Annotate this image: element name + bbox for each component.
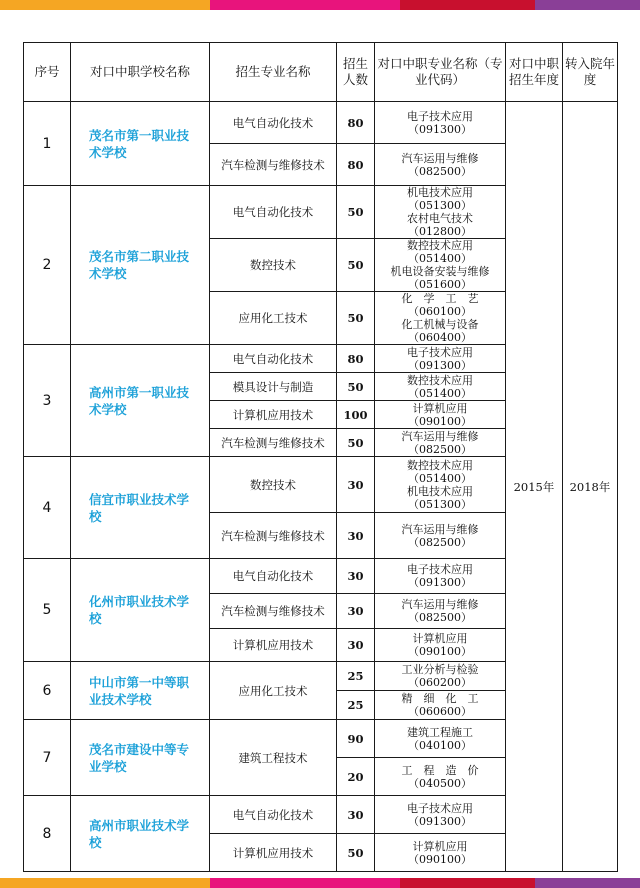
sec-major: 汽车运用与维修 （082500） bbox=[375, 594, 506, 629]
row-index: 1 bbox=[24, 102, 71, 186]
row-index: 2 bbox=[24, 186, 71, 345]
major-name: 应用化工技术 bbox=[210, 292, 337, 345]
enroll-count: 50 bbox=[337, 834, 375, 872]
sec-year: 2015年 bbox=[506, 102, 563, 872]
school-name: 信宜市职业技术学校 bbox=[71, 457, 210, 559]
major-name: 应用化工技术 bbox=[210, 662, 337, 720]
sec-major: 精 细 化 工 （060600） bbox=[375, 691, 506, 720]
enroll-count: 80 bbox=[337, 144, 375, 186]
major-name: 电气自动化技术 bbox=[210, 102, 337, 144]
row-index: 4 bbox=[24, 457, 71, 559]
row-index: 8 bbox=[24, 796, 71, 872]
major-name: 建筑工程技术 bbox=[210, 720, 337, 796]
enroll-count: 20 bbox=[337, 758, 375, 796]
enroll-count: 80 bbox=[337, 345, 375, 373]
sec-major: 计算机应用 （090100） bbox=[375, 834, 506, 872]
school-name: 茂名市第一职业技术学校 bbox=[71, 102, 210, 186]
school-name: 茂名市建设中等专业学校 bbox=[71, 720, 210, 796]
sec-major: 计算机应用 （090100） bbox=[375, 401, 506, 429]
header-sec-year: 对口中职招生年度 bbox=[506, 43, 563, 102]
table-row bbox=[24, 102, 618, 144]
major-name: 数控技术 bbox=[210, 239, 337, 292]
table-header-row bbox=[24, 43, 618, 102]
enroll-count: 90 bbox=[337, 720, 375, 758]
sec-major: 汽车运用与维修 （082500） bbox=[375, 429, 506, 457]
enroll-count: 30 bbox=[337, 796, 375, 834]
major-name: 模具设计与制造 bbox=[210, 373, 337, 401]
sec-major: 工业分析与检验 （060200） bbox=[375, 662, 506, 691]
row-index: 6 bbox=[24, 662, 71, 720]
stripe-segment-orange bbox=[0, 0, 210, 10]
enroll-count: 30 bbox=[337, 559, 375, 594]
major-name: 电气自动化技术 bbox=[210, 186, 337, 239]
sec-major: 工 程 造 价 （040500） bbox=[375, 758, 506, 796]
sec-major: 数控技术应用 （051400） 机电设备安装与维修 （051600） bbox=[375, 239, 506, 292]
major-name: 电气自动化技术 bbox=[210, 559, 337, 594]
header-enroll: 招生人数 bbox=[337, 43, 375, 102]
sec-major: 建筑工程施工 （040100） bbox=[375, 720, 506, 758]
school-name: 化州市职业技术学校 bbox=[71, 559, 210, 662]
major-name: 电气自动化技术 bbox=[210, 345, 337, 373]
major-name: 计算机应用技术 bbox=[210, 401, 337, 429]
major-name: 电气自动化技术 bbox=[210, 796, 337, 834]
major-name: 数控技术 bbox=[210, 457, 337, 513]
enroll-count: 80 bbox=[337, 102, 375, 144]
bottom-color-stripe bbox=[0, 878, 640, 888]
stripe-segment-purple bbox=[535, 0, 640, 10]
major-name: 汽车检测与维修技术 bbox=[210, 429, 337, 457]
major-name: 计算机应用技术 bbox=[210, 629, 337, 662]
enroll-count: 50 bbox=[337, 373, 375, 401]
enroll-count: 25 bbox=[337, 662, 375, 691]
sec-major: 汽车运用与维修 （082500） bbox=[375, 513, 506, 559]
header-sec-major: 对口中职专业名称（专业代码） bbox=[375, 43, 506, 102]
stripe-segment-purple bbox=[535, 878, 640, 888]
row-index: 7 bbox=[24, 720, 71, 796]
row-index: 3 bbox=[24, 345, 71, 457]
stripe-segment-red bbox=[400, 0, 535, 10]
enrollment-table bbox=[23, 42, 618, 872]
transfer-year: 2018年 bbox=[563, 102, 618, 872]
header-school: 对口中职学校名称 bbox=[71, 43, 210, 102]
enroll-count: 25 bbox=[337, 691, 375, 720]
enroll-count: 50 bbox=[337, 186, 375, 239]
enroll-count: 50 bbox=[337, 292, 375, 345]
sec-major: 电子技术应用 （091300） bbox=[375, 559, 506, 594]
major-name: 汽车检测与维修技术 bbox=[210, 513, 337, 559]
school-name: 茂名市第二职业技术学校 bbox=[71, 186, 210, 345]
enroll-count: 30 bbox=[337, 594, 375, 629]
sec-major: 数控技术应用 （051400） bbox=[375, 373, 506, 401]
major-name: 计算机应用技术 bbox=[210, 834, 337, 872]
enroll-count: 30 bbox=[337, 513, 375, 559]
sec-major: 电子技术应用 （091300） bbox=[375, 345, 506, 373]
enroll-count: 100 bbox=[337, 401, 375, 429]
sec-major: 机电技术应用 （051300） 农村电气技术 （012800） bbox=[375, 186, 506, 239]
major-name: 汽车检测与维修技术 bbox=[210, 594, 337, 629]
stripe-segment-pink bbox=[210, 878, 400, 888]
enroll-count: 30 bbox=[337, 457, 375, 513]
sec-major: 汽车运用与维修 （082500） bbox=[375, 144, 506, 186]
stripe-segment-red bbox=[400, 878, 535, 888]
school-name: 中山市第一中等职业技术学校 bbox=[71, 662, 210, 720]
sec-major: 电子技术应用 （091300） bbox=[375, 102, 506, 144]
enroll-count: 30 bbox=[337, 629, 375, 662]
sec-major: 计算机应用 （090100） bbox=[375, 629, 506, 662]
header-major: 招生专业名称 bbox=[210, 43, 337, 102]
top-color-stripe bbox=[0, 0, 640, 10]
major-name: 汽车检测与维修技术 bbox=[210, 144, 337, 186]
school-name: 高州市第一职业技术学校 bbox=[71, 345, 210, 457]
sec-major: 化 学 工 艺 （060100） 化工机械与设备 （060400） bbox=[375, 292, 506, 345]
row-index: 5 bbox=[24, 559, 71, 662]
sec-major: 数控技术应用 （051400） 机电技术应用 （051300） bbox=[375, 457, 506, 513]
header-index: 序号 bbox=[24, 43, 71, 102]
school-name: 高州市职业技术学校 bbox=[71, 796, 210, 872]
header-transfer-year: 转入院年度 bbox=[563, 43, 618, 102]
stripe-segment-orange bbox=[0, 878, 210, 888]
enroll-count: 50 bbox=[337, 239, 375, 292]
enroll-count: 50 bbox=[337, 429, 375, 457]
stripe-segment-pink bbox=[210, 0, 400, 10]
sec-major: 电子技术应用 （091300） bbox=[375, 796, 506, 834]
